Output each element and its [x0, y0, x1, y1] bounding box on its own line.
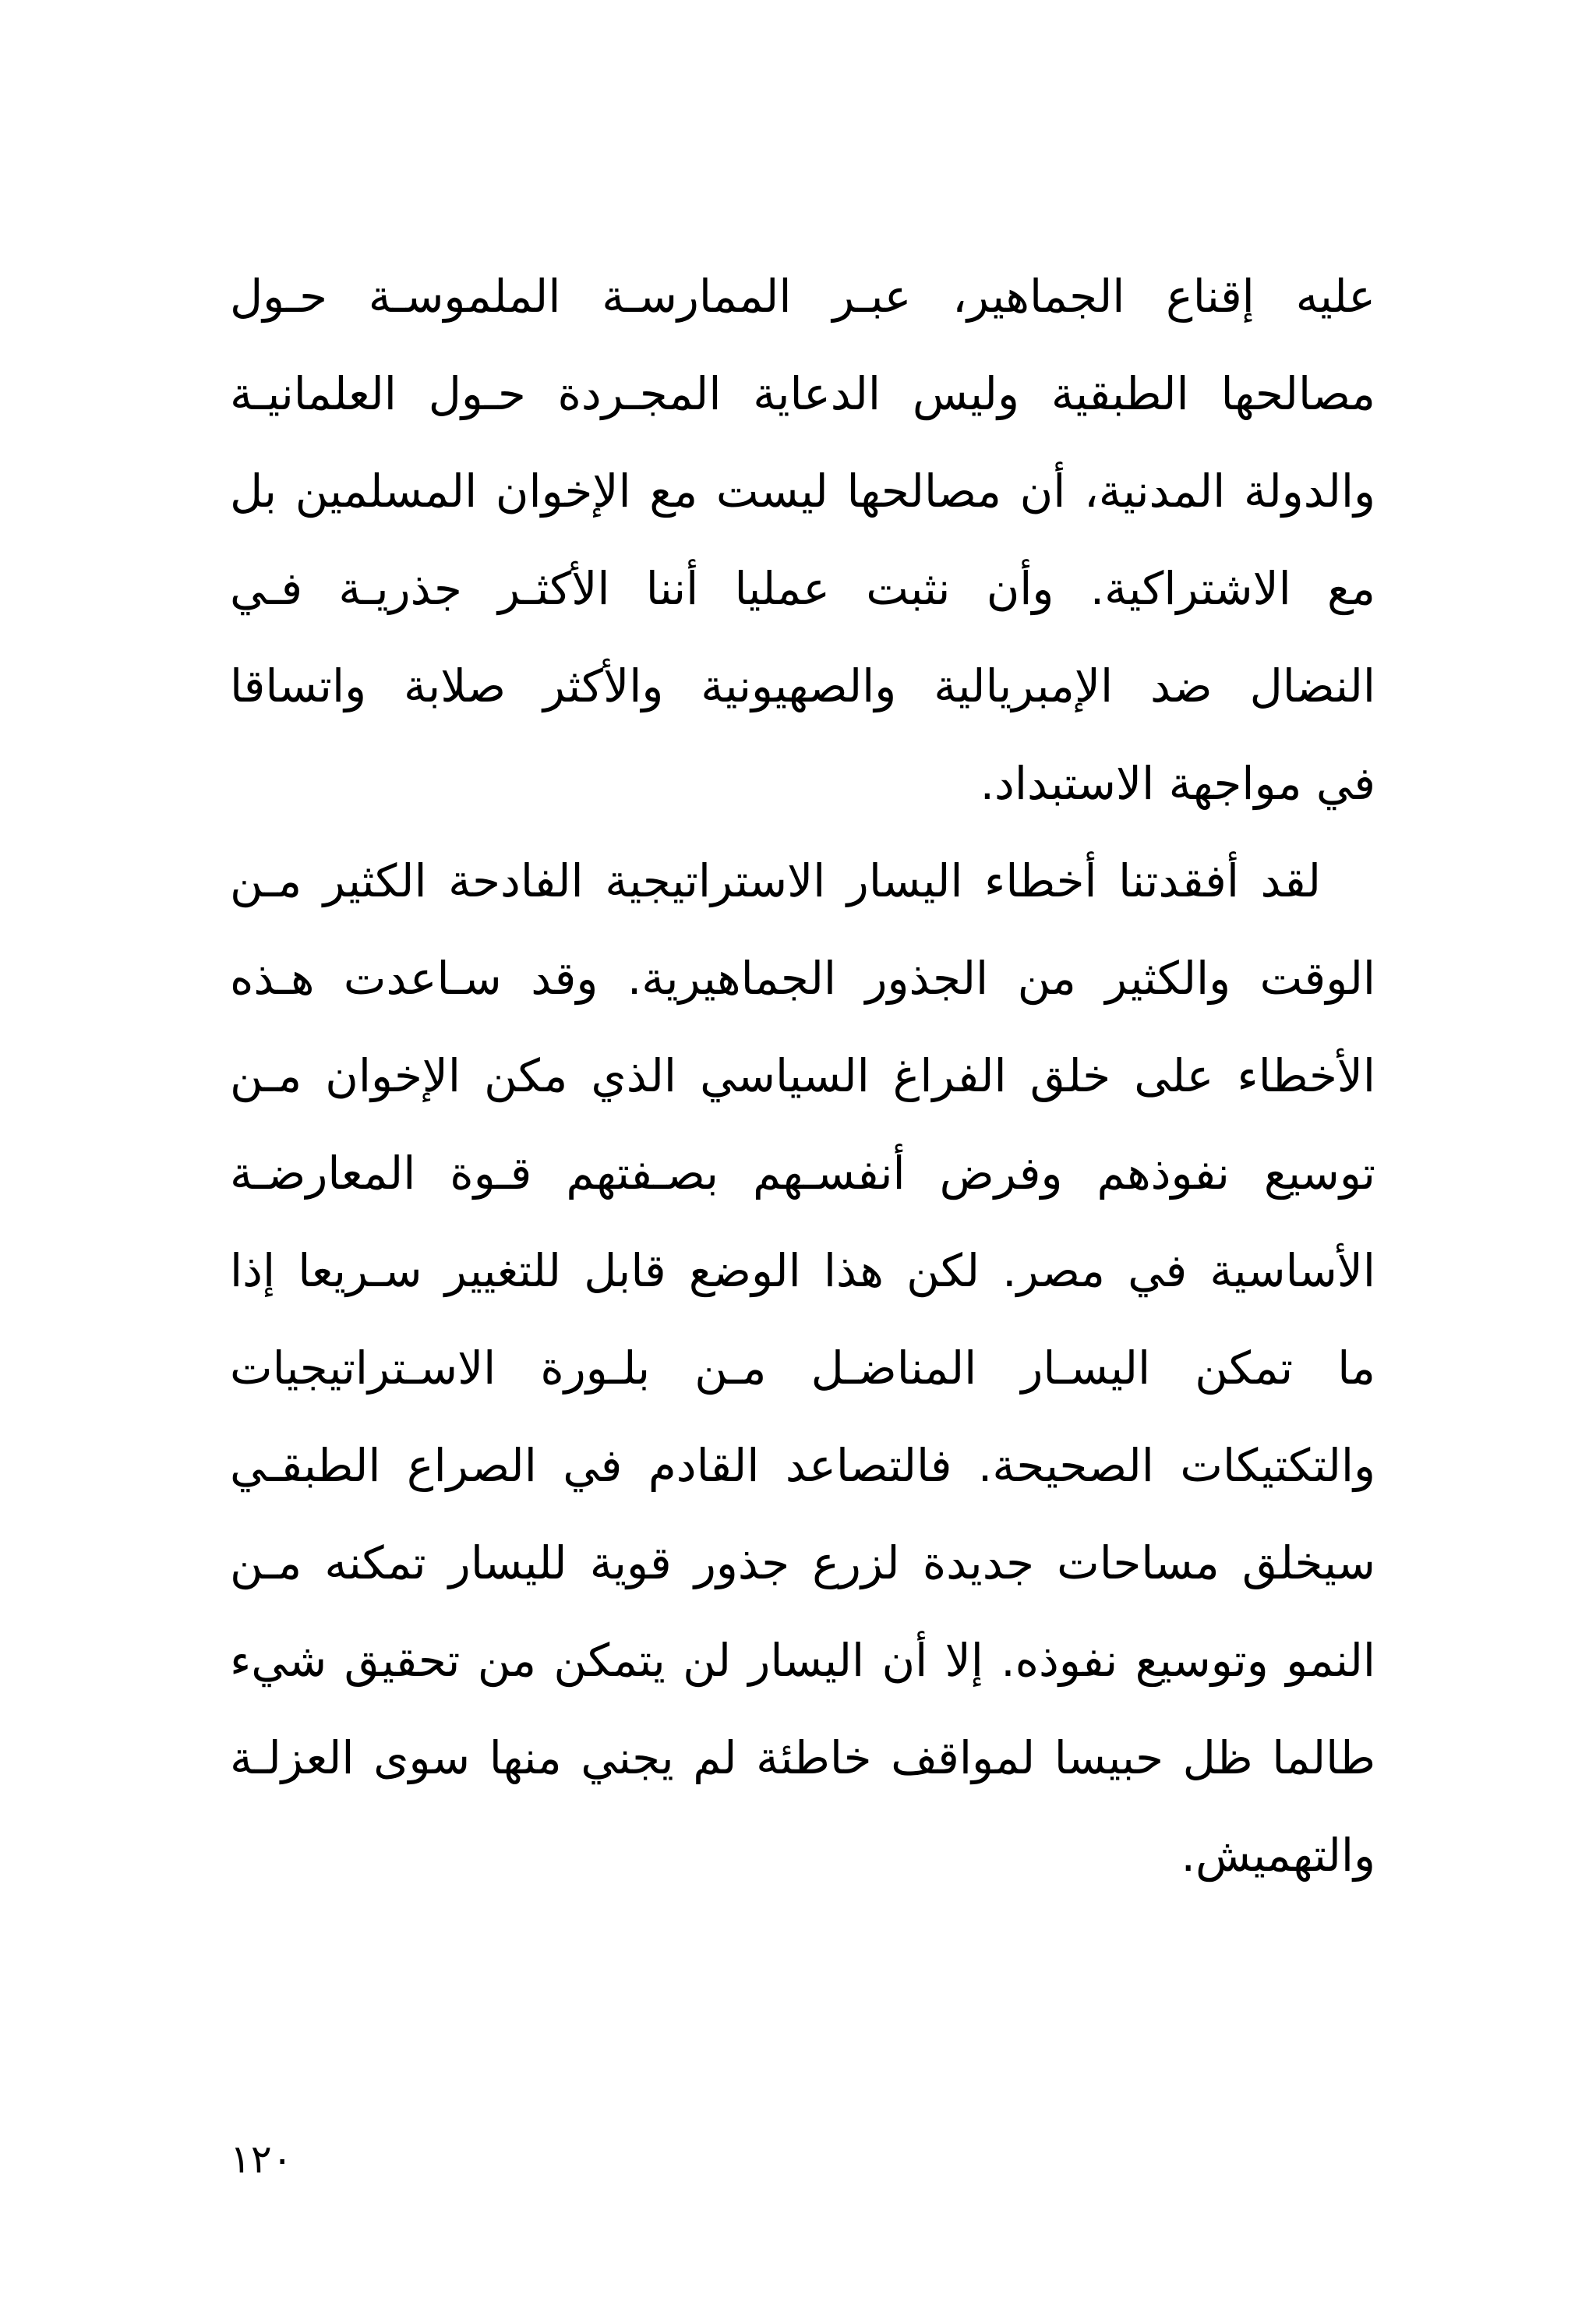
text-line: والتهميش.: [1181, 1829, 1375, 1882]
text-line: ما تمكن اليسـار المناضـل مـن بلـورة الاسـتراتيجيات: [230, 1342, 1375, 1395]
text-line: الأخطاء على خلق الفراغ السياسي الذي مكن الإخوان مـن: [230, 1049, 1375, 1102]
text-line: سيخلق مساحات جديدة لزرع جذور قوية لليسار تمكنه مـن: [230, 1536, 1375, 1589]
text-line: توسيع نفوذهم وفرض أنفسـهم بصـفتهم قـوة المعارضـة: [230, 1147, 1375, 1200]
text-line: مصالحها الطبقية وليس الدعاية المجـردة حـول العلمانيـة: [230, 367, 1375, 420]
text-line: في مواجهة الاستبداد.: [980, 757, 1375, 810]
text-line: والتكتيكات الصحيحة. فالتصاعد القادم في الصراع الطبقـي: [230, 1439, 1375, 1492]
text-line: الأساسية في مصر. لكن هذا الوضع قابل للتغيير سـريعا إذا: [230, 1244, 1375, 1297]
body-text: [230, 248, 1375, 1904]
text-line: لقد أفقدتنا أخطاء اليسار الاستراتيجية الفادحة الكثير مـن: [230, 854, 1321, 907]
text-line: النضال ضد الإمبريالية والصهيونية والأكثر صلابة واتساقا: [230, 659, 1375, 712]
text-line: والدولة المدنية، أن مصالحها ليست مع الإخوان المسلمين بل: [230, 465, 1375, 518]
text-line: طالما ظل حبيسا لمواقف خاطئة لم يجني منها سوى العزلـة: [230, 1731, 1375, 1784]
page-number: ١٢٠: [230, 2137, 293, 2182]
text-line: الوقت والكثير من الجذور الجماهيرية. وقد سـاعدت هـذه: [230, 952, 1375, 1005]
text-line: عليه إقناع الجماهير، عبـر الممارسـة الملموسـة حـول: [230, 270, 1375, 323]
text-line: النمو وتوسيع نفوذه. إلا أن اليسار لن يتمكن من تحقيق شيء: [230, 1634, 1375, 1687]
text-line: مع الاشتراكية. وأن نثبت عمليا أننا الأكثـر جذريـة فـي: [230, 562, 1375, 615]
